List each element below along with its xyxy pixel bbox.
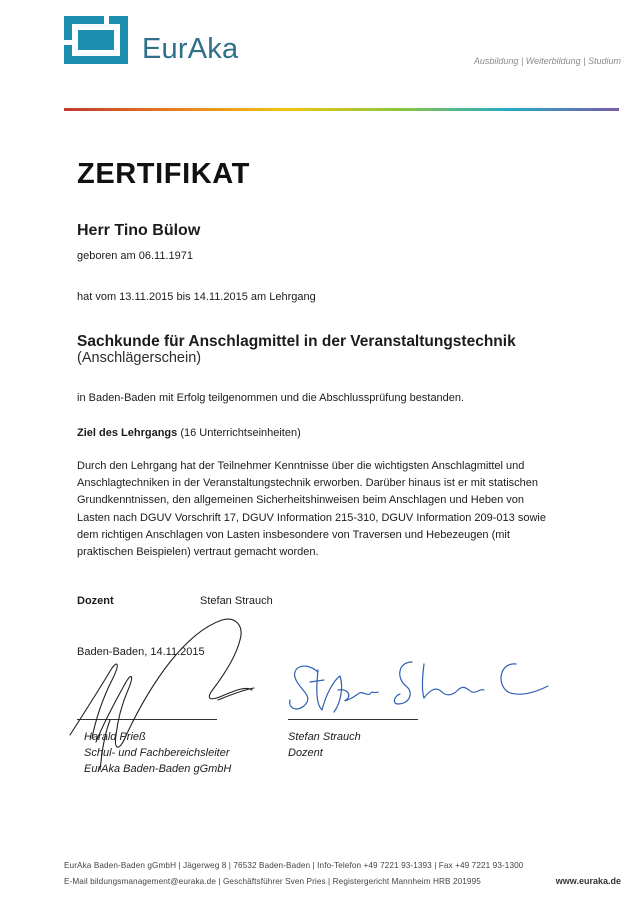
goal-line <box>77 427 301 439</box>
course-description: Durch den Lehrgang hat der Teilnehmer Kenntnisse über die wichtigsten Anschlagmittel und Anschlagtechniken in der Veranstaltungstechnik erworben. Darüber hinaus ist er mit statischen Grundkenntnissen, den allgemeinen Sicherheitshinweisen beim Anschlagen und Heben von Lasten nach DGUV Vorschrift 17, DGUV Information 215-310, DGUV Information 209-013 sowie dem richtigen Anschlagen von Lasten insbesondere von Traversen und Hebezeugen (mit praktischen Beispielen) vertraut gemacht worden. <box>77 460 546 559</box>
passed-statement: in Baden-Baden mit Erfolg teilgenommen und die Abschlussprüfung bestanden. <box>77 392 465 404</box>
logo-wordmark: EurAka <box>142 33 239 65</box>
rainbow-divider <box>64 108 619 111</box>
course-dates: hat vom 13.11.2015 bis 14.11.2015 am Lehrgang <box>77 291 316 303</box>
footer-address: EurAka Baden-Baden gGmbH | Jägerweg 8 | 76532 Baden-Baden | Info-Telefon +49 7221 93-1393 | Fax +49 7221 93-1300 <box>64 861 524 870</box>
website-link[interactable]: www.euraka.de <box>555 876 621 886</box>
recipient-name: Herr Tino Bülow <box>77 222 201 239</box>
tagline: Ausbildung | Weiterbildung | Studium <box>473 56 621 66</box>
certificate-title: ZERTIFIKAT <box>77 158 250 190</box>
course-subtitle: (Anschlägerschein) <box>77 350 202 366</box>
goal-label: Ziel des Lehrgangs <box>77 427 178 439</box>
signatory-left <box>84 729 231 777</box>
signature-line-right <box>288 719 418 720</box>
signatory-right <box>288 729 361 761</box>
lecturer-label: Dozent <box>77 595 114 607</box>
signatory-left-org: EurAka Baden-Baden gGmbH <box>84 763 232 775</box>
birth-date: geboren am 06.11.1971 <box>77 250 193 262</box>
signatory-right-role: Dozent <box>288 747 323 759</box>
place-date: Baden-Baden, 14.11.2015 <box>77 646 205 658</box>
euraka-logo-icon <box>64 16 128 64</box>
signature-right-ink <box>290 662 548 712</box>
lecturer-name: Stefan Strauch <box>200 595 273 607</box>
footer-contact: E-Mail bildungsmanagement@euraka.de | Geschäftsführer Sven Pries | Registergericht Mannheim HRB 201995 <box>64 877 481 886</box>
signatory-left-name: Harald Prieß <box>84 731 146 743</box>
course-title: Sachkunde für Anschlagmittel in der Veranstaltungstechnik <box>77 333 516 350</box>
goal-units: (16 Unterrichtseinheiten) <box>180 427 301 439</box>
signature-line-left <box>77 719 217 720</box>
signatory-left-role: Schul- und Fachbereichsleiter <box>84 747 230 759</box>
signatory-right-name: Stefan Strauch <box>288 731 361 743</box>
